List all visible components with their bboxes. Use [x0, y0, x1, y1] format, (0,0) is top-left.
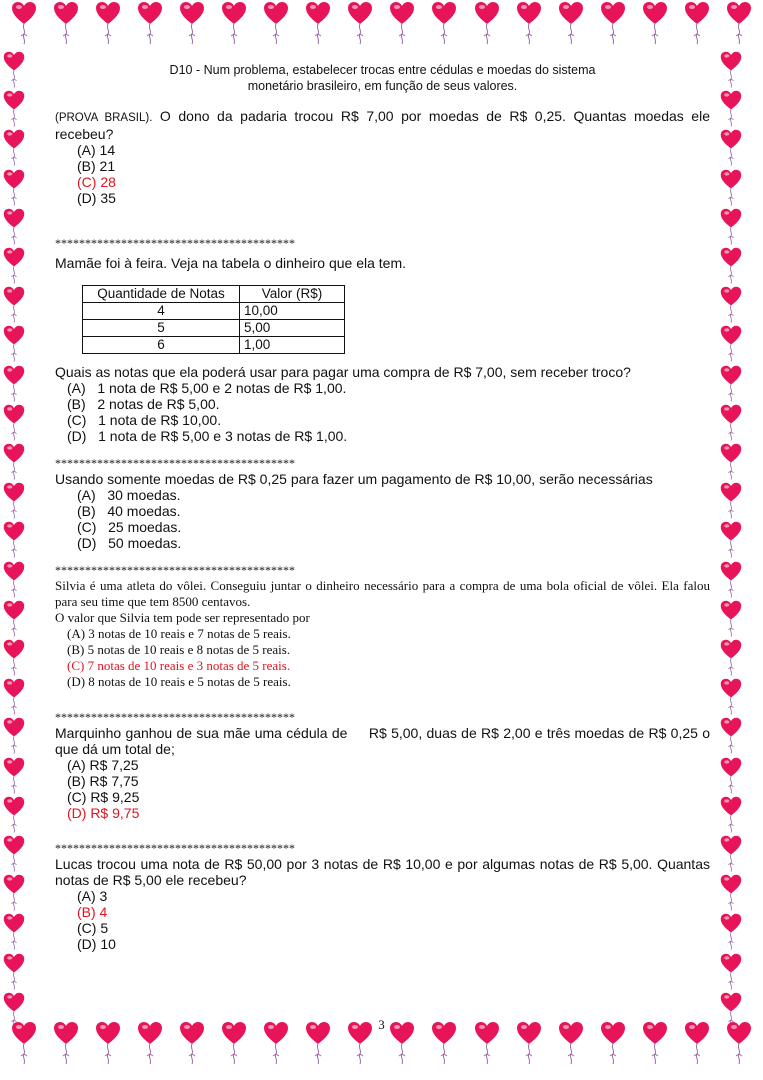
- table-cell: 10,00: [240, 303, 345, 320]
- question-6: [55, 856, 710, 952]
- heart-balloon-icon: [220, 0, 248, 46]
- border-left: [0, 50, 46, 1030]
- heart-balloon-icon: [717, 324, 745, 363]
- heart-balloon-icon: [717, 442, 745, 481]
- option-b: (B) 5 notas de 10 reais e 8 notas de 5 reais.: [67, 642, 291, 657]
- heart-balloon-icon: [717, 716, 745, 755]
- table-cell: 5: [83, 320, 240, 337]
- heart-balloon-icon: [0, 912, 28, 951]
- heart-balloon-icon: [94, 0, 122, 46]
- heart-balloon-icon: [0, 364, 28, 403]
- heart-balloon-icon: [717, 599, 745, 638]
- heart-balloon-icon: [388, 0, 416, 46]
- question-text: Usando somente moedas de R$ 0,25 para fazer um pagamento de R$ 10,00, serão necessárias: [55, 471, 653, 487]
- option-a: (A) 1 nota de R$ 5,00 e 2 notas de R$ 1,00.: [67, 380, 347, 396]
- question-4: [55, 578, 710, 690]
- heart-balloon-icon: [717, 403, 745, 442]
- question-prompt: O valor que Silvia tem pode ser representado por: [55, 610, 310, 625]
- question-source: (PROVA BRASIL).: [55, 112, 153, 124]
- heart-balloon-icon: [178, 0, 206, 46]
- heart-balloon-icon: [262, 0, 290, 46]
- heart-balloon-icon: [0, 716, 28, 755]
- heart-balloon-icon: [717, 952, 745, 991]
- page-number: 3: [378, 1017, 385, 1032]
- table-cell: 5,00: [240, 320, 345, 337]
- table-row: [83, 303, 345, 320]
- heart-balloon-icon: [717, 246, 745, 285]
- option-b: (B) 40 moedas.: [77, 503, 181, 519]
- heart-balloon-icon: [0, 520, 28, 559]
- question-5: [55, 725, 714, 821]
- table-row: [83, 320, 345, 337]
- option-d: (D) 50 moedas.: [77, 535, 182, 551]
- question-text: Quais as notas que ela poderá usar para pagar uma compra de R$ 7,00, sem receber troco?: [55, 364, 631, 380]
- question-text: O dono da padaria trocou R$ 7,00 por moedas de R$ 0,25. Quantas moedas ele recebeu?: [55, 108, 710, 142]
- border-right: [717, 50, 763, 1030]
- heart-balloon-icon: [136, 0, 164, 46]
- heart-balloon-icon: [0, 638, 28, 677]
- header-line-1: D10 - Num problema, estabelecer trocas entre cédulas e moedas do sistema: [169, 63, 596, 77]
- heart-balloon-icon: [0, 481, 28, 520]
- money-table: [82, 285, 345, 354]
- heart-balloon-icon: [0, 560, 28, 599]
- heart-balloon-icon: [717, 560, 745, 599]
- option-d: (D) 1 nota de R$ 5,00 e 3 notas de R$ 1,00.: [67, 428, 348, 444]
- heart-balloon-icon: [0, 403, 28, 442]
- heart-balloon-icon: [0, 873, 28, 912]
- table-cell: 4: [83, 303, 240, 320]
- heart-balloon-icon: [717, 285, 745, 324]
- option-c: (C) R$ 9,25: [67, 789, 140, 805]
- heart-balloon-icon: [717, 207, 745, 246]
- heart-balloon-icon: [430, 0, 458, 46]
- option-c-answer: (C) 7 notas de 10 reais e 3 notas de 5 reais.: [67, 658, 291, 673]
- question-intro: Mamãe foi à feira. Veja na tabela o dinheiro que ela tem.: [55, 255, 406, 271]
- heart-balloon-icon: [0, 324, 28, 363]
- heart-balloon-icon: [717, 638, 745, 677]
- heart-balloon-icon: [0, 207, 28, 246]
- option-a: (A) 3: [77, 888, 108, 904]
- question-text: Marquinho ganhou de sua mãe uma cédula de R$ 5,00, duas de R$ 2,00 e três moedas de R$ 0,25 o que dá um total de;: [55, 725, 714, 757]
- heart-balloon-icon: [0, 677, 28, 716]
- heart-balloon-icon: [0, 599, 28, 638]
- heart-balloon-icon: [683, 0, 711, 46]
- question-text: Lucas trocou uma nota de R$ 50,00 por 3 notas de R$ 10,00 e por algumas notas de R$ 5,00. Quantas notas de R$ 5,00 ele recebeu?: [55, 856, 710, 888]
- option-d: (D) 8 notas de 10 reais e 5 notas de 5 reais.: [67, 674, 291, 689]
- option-a: (A) 14: [77, 142, 116, 158]
- heart-balloon-icon: [0, 128, 28, 167]
- heart-balloon-icon: [0, 834, 28, 873]
- option-d: (D) 35: [77, 190, 116, 206]
- separator: ****************************************: [55, 563, 295, 577]
- heart-balloon-icon: [717, 364, 745, 403]
- heart-balloon-icon: [717, 873, 745, 912]
- option-c: (C) 25 moedas.: [77, 519, 182, 535]
- heart-balloon-icon: [10, 0, 38, 46]
- separator: ****************************************: [55, 236, 295, 250]
- heart-balloon-icon: [0, 795, 28, 834]
- option-b: (B) 21: [77, 158, 116, 174]
- heart-balloon-icon: [515, 0, 543, 46]
- heart-balloon-icon: [304, 0, 332, 46]
- heart-balloon-icon: [717, 912, 745, 951]
- column-header: Quantidade de Notas: [83, 286, 240, 303]
- heart-balloon-icon: [0, 89, 28, 128]
- table-cell: 1,00: [240, 337, 345, 354]
- heart-balloon-icon: [473, 0, 501, 46]
- separator: ****************************************: [55, 710, 295, 724]
- option-b: (B) 2 notas de R$ 5,00.: [67, 396, 220, 412]
- border-top: [0, 0, 763, 60]
- heart-balloon-icon: [717, 89, 745, 128]
- question-text: Silvia é uma atleta do vôlei. Conseguiu juntar o dinheiro necessário para a compra de uma bola oficial de vôlei. Ela falou para seu time que tem 8500 centavos.: [55, 578, 710, 609]
- heart-balloon-icon: [0, 168, 28, 207]
- table-cell: 6: [83, 337, 240, 354]
- heart-balloon-icon: [717, 520, 745, 559]
- heart-balloon-icon: [0, 285, 28, 324]
- page-header: [55, 62, 710, 94]
- question-1: [55, 108, 710, 206]
- column-header: Valor (R$): [240, 286, 345, 303]
- option-d: (D) 10: [77, 936, 116, 952]
- heart-balloon-icon: [52, 0, 80, 46]
- heart-balloon-icon: [717, 50, 745, 89]
- header-line-2: monetário brasileiro, em função de seus valores.: [247, 79, 518, 93]
- heart-balloon-icon: [717, 756, 745, 795]
- option-c: (C) 5: [77, 920, 109, 936]
- heart-balloon-icon: [0, 756, 28, 795]
- heart-balloon-icon: [0, 952, 28, 991]
- option-b: (B) R$ 7,75: [67, 773, 139, 789]
- separator: ****************************************: [55, 841, 295, 855]
- option-d-answer: (D) R$ 9,75: [67, 805, 140, 821]
- heart-balloon-icon: [717, 677, 745, 716]
- question-2: [55, 255, 710, 444]
- heart-balloon-icon: [0, 442, 28, 481]
- option-c-answer: (C) 28: [77, 174, 116, 190]
- option-c: (C) 1 nota de R$ 10,00.: [67, 412, 222, 428]
- heart-balloon-icon: [346, 0, 374, 46]
- heart-balloon-icon: [717, 795, 745, 834]
- table-row: [83, 337, 345, 354]
- heart-balloon-icon: [725, 0, 753, 46]
- option-a: (A) 30 moedas.: [77, 487, 181, 503]
- option-b-answer: (B) 4: [77, 904, 108, 920]
- heart-balloon-icon: [557, 0, 585, 46]
- heart-balloon-icon: [717, 481, 745, 520]
- separator: ****************************************: [55, 456, 295, 470]
- heart-balloon-icon: [0, 246, 28, 285]
- heart-balloon-icon: [0, 50, 28, 89]
- heart-balloon-icon: [717, 834, 745, 873]
- heart-balloon-icon: [599, 0, 627, 46]
- option-a: (A) R$ 7,25: [67, 757, 139, 773]
- heart-balloon-icon: [717, 168, 745, 207]
- question-3: [55, 471, 710, 551]
- option-a: (A) 3 notas de 10 reais e 7 notas de 5 reais.: [67, 626, 291, 641]
- heart-balloon-icon: [641, 0, 669, 46]
- heart-balloon-icon: [717, 128, 745, 167]
- worksheet-page: [55, 62, 714, 952]
- table-header-row: [83, 286, 345, 303]
